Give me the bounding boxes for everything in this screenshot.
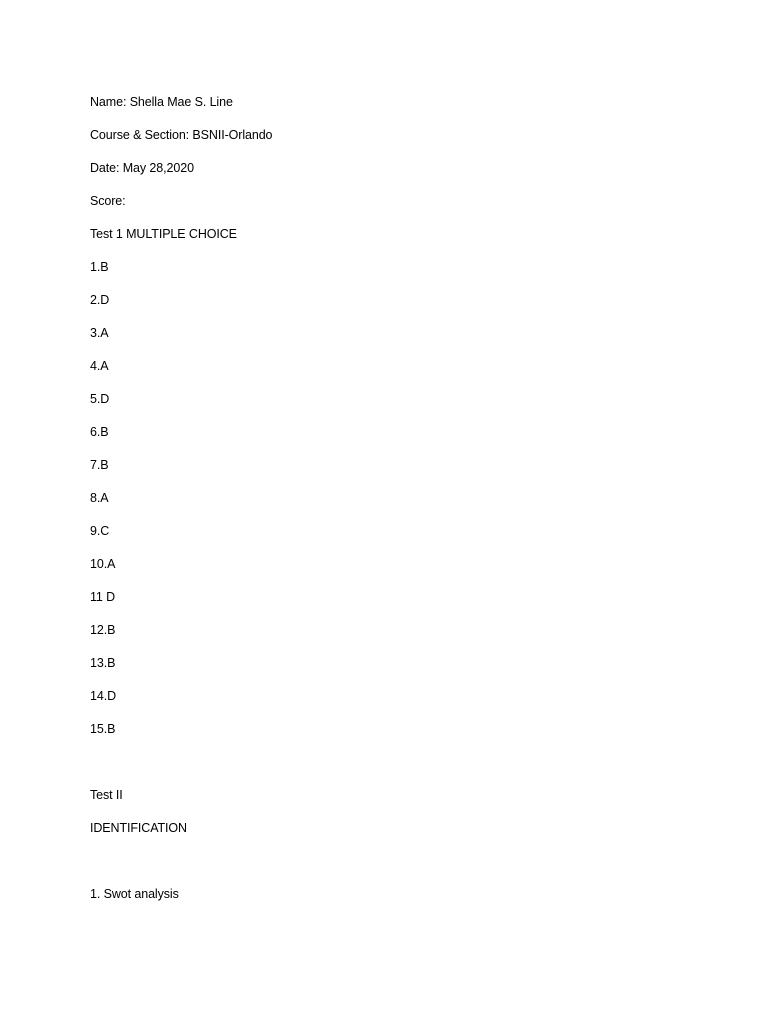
student-name: Name: Shella Mae S. Line <box>90 95 233 109</box>
test2-title: Test II <box>90 788 123 802</box>
answer-item: 14.D <box>90 689 117 703</box>
answer-item: 2.D <box>90 293 110 307</box>
answer-item: 6.B <box>90 425 109 439</box>
answer-item: 10.A <box>90 557 116 571</box>
document-content <box>90 92 690 917</box>
answer-item: 12.B <box>90 623 116 637</box>
answer-item: 7.B <box>90 458 109 472</box>
identification-answer: 1. Swot analysis <box>90 887 179 901</box>
test1-title: Test 1 MULTIPLE CHOICE <box>90 227 237 241</box>
answer-item: 3.A <box>90 326 109 340</box>
test2-subtitle: IDENTIFICATION <box>90 821 187 835</box>
answer-item: 8.A <box>90 491 109 505</box>
answer-item: 11 D <box>90 590 116 604</box>
answer-item: 15.B <box>90 722 116 736</box>
score: Score: <box>90 194 126 208</box>
answer-item: 13.B <box>90 656 116 670</box>
answer-item: 9.C <box>90 524 110 538</box>
answer-item: 4.A <box>90 359 109 373</box>
answer-item: 5.D <box>90 392 110 406</box>
answer-item: 1.B <box>90 260 109 274</box>
blank-line <box>90 851 690 884</box>
date: Date: May 28,2020 <box>90 161 194 175</box>
course-section: Course & Section: BSNII-Orlando <box>90 128 273 142</box>
blank-line <box>90 752 690 785</box>
